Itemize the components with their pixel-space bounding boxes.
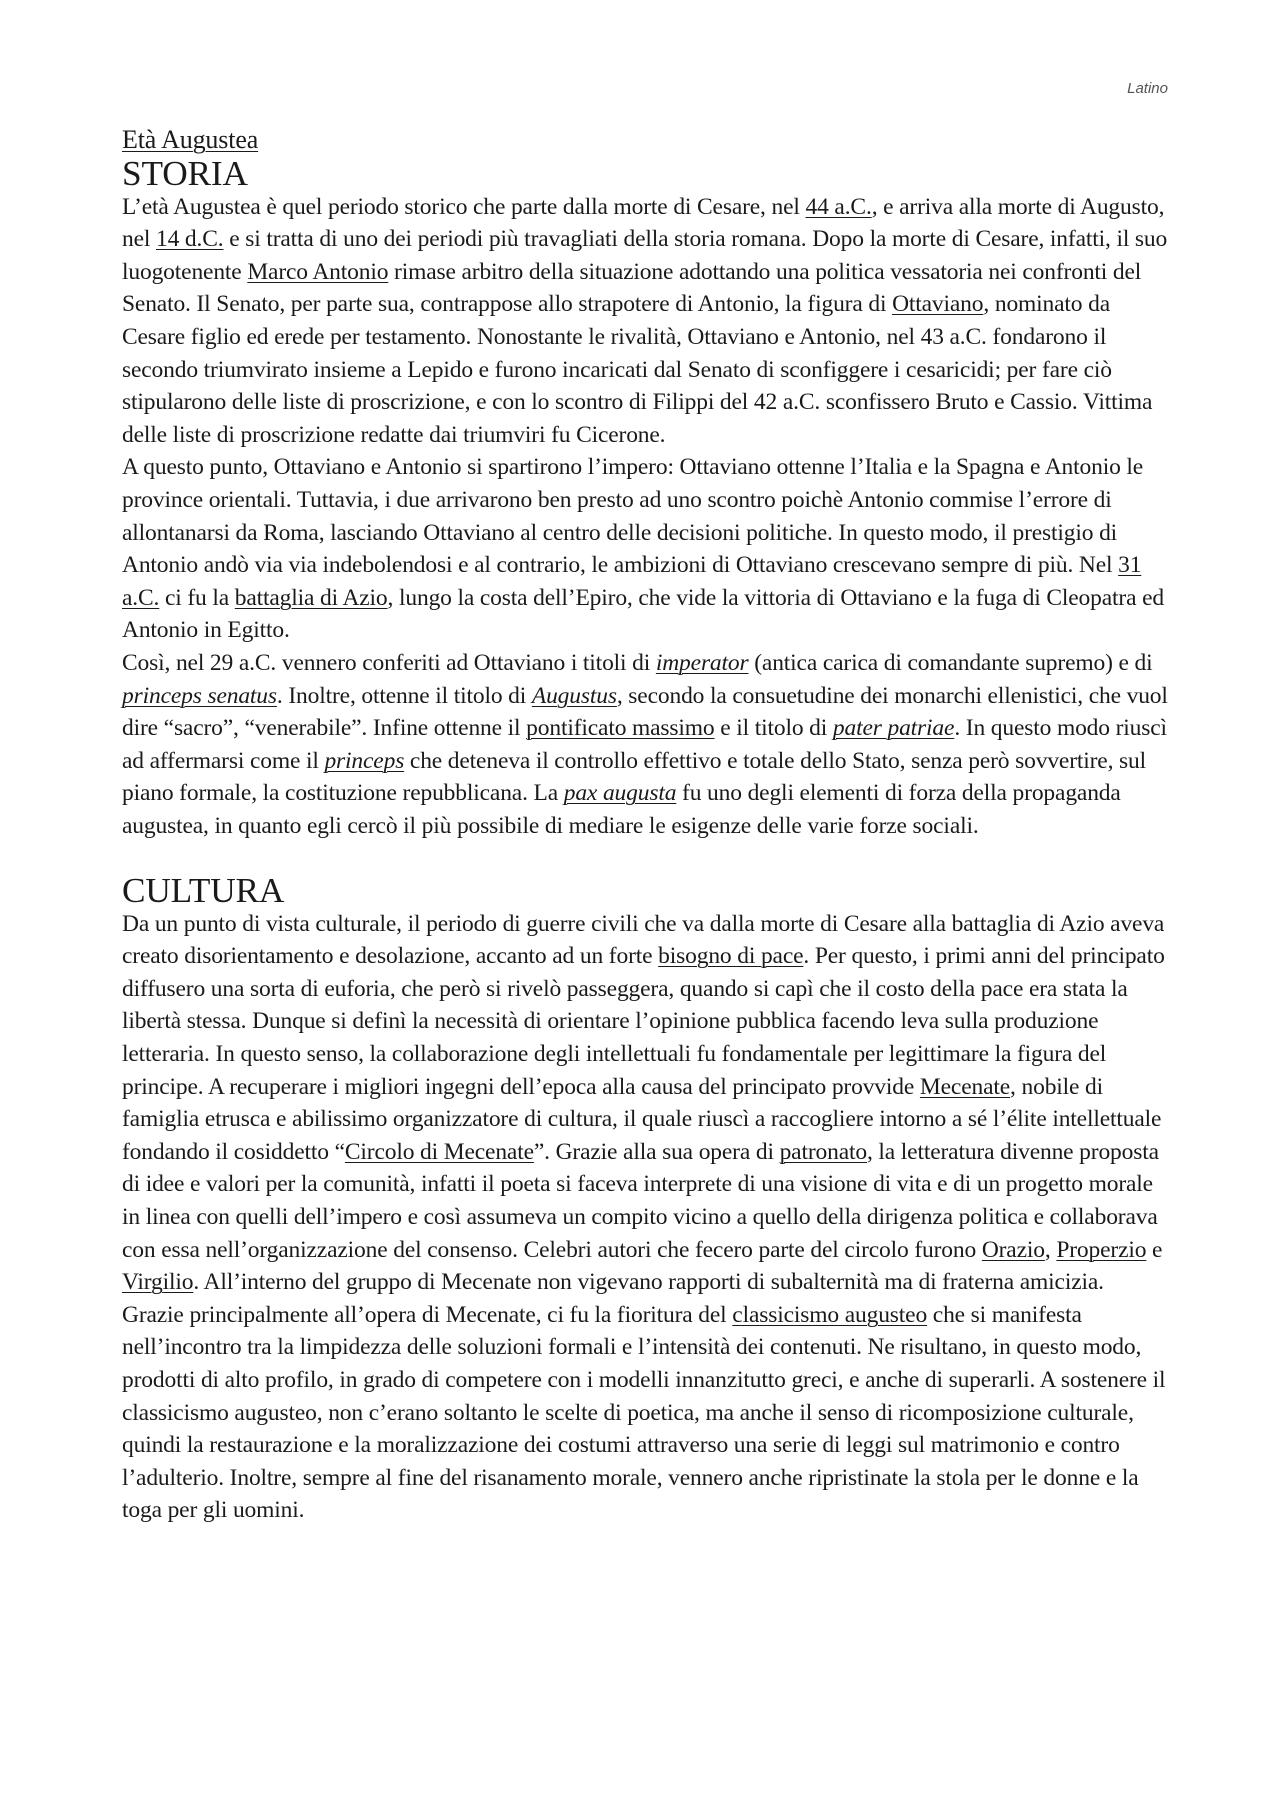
section-heading-cultura: CULTURA (122, 871, 285, 911)
underlined-term: 44 a.C. (805, 193, 872, 220)
italic-term: princeps senatus (122, 682, 277, 709)
text-run: . Inoltre, ottenne il titolo di (276, 682, 532, 709)
underlined-term: Mecenate (919, 1073, 1011, 1100)
text-run: . In questo modo riuscì ad affermarsi come il (122, 715, 1167, 774)
text-run: , lungo la costa dell’Epiro, che vide la vittoria di Ottaviano e la fuga di Cleopatra ed Antonio in Egitto. (122, 584, 1164, 644)
text-run: ”. Grazie alla sua opera di (533, 1138, 780, 1165)
paragraph (122, 647, 1170, 843)
text-run: (antica carica di comandante supremo) e di (748, 649, 1153, 676)
underlined-term: patronato (779, 1138, 867, 1165)
section-cultura (122, 871, 1170, 1527)
text-run: A questo punto, Ottaviano e Antonio si spartirono l’impero: Ottaviano ottenne l’Italia e la Spagna e Antonio le province orientali. Tuttavia, i due arrivarono ben presto ad uno scontro poichè Antonio commise l’errore di allontanarsi da Roma, lasciando Ottaviano al centro delle decisioni politiche. In questo modo, il prestigio di Antonio andò via via indebolendosi e al contrario, le ambizioni di Ottaviano crescevano sempre di più. Nel (122, 454, 1144, 579)
text-run: , e arriva alla morte di Augusto, nel (122, 193, 1165, 253)
text-run: , (1044, 1236, 1057, 1263)
underlined-term: 31 a.C. (122, 552, 1142, 611)
underlined-term: pontificato massimo (526, 715, 715, 742)
underlined-term: Ottaviano (892, 291, 984, 318)
document-title: Età Augustea (122, 125, 259, 154)
text-run: Così, nel 29 a.C. vennero conferiti ad Ottaviano i titoli di (122, 649, 656, 676)
text-run: che deteneva il controllo effettivo e totale dello Stato, senza però sovvertire, sul piano formale, la costituzione repubblicana. La (122, 747, 1147, 807)
text-run: , la letteratura divenne proposta di idee e valori per la comunità, infatti il poeta si faceva interprete di una visione di vita e di un progetto morale in linea con quelli dell’impero e così assumeva un compito vicino a quello della dirigenza politica e collaborava con essa nell’organizzazione del consenso. Celebri autori che fecero parte del circolo furono (122, 1138, 1159, 1263)
section-storia (122, 154, 1170, 842)
text-run: e il titolo di (714, 715, 833, 742)
underlined-term: Circolo di Mecenate (344, 1138, 534, 1165)
text-run: . Per questo, i primi anni del principato diffusero una sorta di euforia, che però si rivelò passeggera, quando si capì che il costo della pace era stata la libertà stessa. Dunque si definì la necessità di orientare l’opinione pubblica facendo leva sulla produzione letteraria. In questo senso, la collaborazione degli intellettuali fu fondamentale per legittimare la figura del principe. A recuperare i migliori ingegni dell’epoca alla causa del principato provvide (122, 943, 1165, 1100)
underlined-term: Properzio (1056, 1236, 1147, 1263)
italic-term: pax augusta (563, 780, 677, 807)
italic-term: imperator (655, 649, 749, 676)
text-run: e (1146, 1236, 1163, 1263)
text-run: e si tratta di uno dei periodi più travagliati della storia romana. Dopo la morte di Cesare, infatti, il suo luogotenente (122, 226, 1168, 285)
text-run: Grazie principalmente all’opera di Mecenate, ci fu la fioritura del (122, 1301, 733, 1328)
running-header-subject: Latino (1127, 80, 1168, 97)
underlined-term: Marco Antonio (247, 258, 389, 285)
text-run: . All’interno del gruppo di Mecenate non vigevano rapporti di subalternità ma di fraterna amicizia. (193, 1269, 1104, 1296)
underlined-term: battaglia di Azio (234, 584, 388, 611)
text-run: , secondo la consuetudine dei monarchi ellenistici, che vuol dire “sacro”, “venerabile”. Infine ottenne il (122, 682, 1168, 742)
underlined-term: Virgilio (122, 1269, 194, 1296)
underlined-term: Orazio (981, 1236, 1045, 1263)
text-run: L’età Augustea è quel periodo storico che parte dalla morte di Cesare, nel (122, 193, 806, 220)
text-run: Da un punto di vista culturale, il periodo di guerre civili che va dalla morte di Cesare alla battaglia di Azio aveva creato disorientamento e desolazione, accanto ad un forte (122, 910, 1165, 970)
text-run: , nobile di famiglia etrusca e abilissimo organizzatore di cultura, il quale riuscì a raccogliere intorno a sé l’élite intellettuale fondando il cosiddetto “ (122, 1073, 1162, 1165)
text-run: rimase arbitro della situazione adottando una politica vessatoria nei confronti del Senato. Il Senato, per parte sua, contrappose allo strapotere di Antonio, la figura di (122, 258, 1142, 318)
italic-term: princeps (324, 747, 405, 774)
underlined-term: 14 d.C. (156, 226, 224, 253)
text-run: che si manifesta nell’incontro tra la limpidezza delle soluzioni formali e l’intensità dei contenuti. Ne risultano, in questo modo, prodotti di alto profilo, in grado di competere con i modelli innanzitutto greci, e anche di superarli. A sostenere il classicismo augusteo, non c’erano soltanto le scelte di poetica, ma anche il senso di ricomposizione culturale, quindi la restaurazione e la moralizzazione dei costumi attraverso una serie di leggi sul matrimonio e contro l’adulterio. Inoltre, sempre al fine del risanamento morale, vennero anche ripristinate la stola per le donne e la toga per gli uomini. (122, 1301, 1166, 1524)
paragraph (122, 191, 1170, 452)
paragraph (122, 908, 1170, 1299)
document-body (122, 122, 1170, 1527)
italic-term: pater patriae (832, 715, 955, 742)
text-run: ci fu la (159, 584, 235, 611)
italic-term: Augustus (531, 682, 617, 709)
paragraph (122, 1299, 1170, 1527)
underlined-term: classicismo augusteo (732, 1301, 928, 1328)
section-heading-storia: STORIA (122, 154, 248, 193)
text-run: , nominato da Cesare figlio ed erede per testamento. Nonostante le rivalità, Ottaviano e Antonio, nel 43 a.C. fondarono il secondo triumvirato insieme a Lepido e furono incaricati dal Senato di sconfiggere i cesaricidi; per fare ciò stipularono delle liste di proscrizione, e con lo scontro di Filippi del 42 a.C. sconfissero Bruto e Cassio. Vittima delle liste di proscrizione redatte dai triumviri fu Cicerone. (122, 291, 1153, 448)
text-run: fu uno degli elementi di forza della propaganda augustea, in quanto egli cercò il più possibile di mediare le esigenze delle varie forze sociali. (122, 780, 1121, 839)
underlined-term: bisogno di pace (658, 943, 804, 970)
paragraph (122, 451, 1170, 647)
